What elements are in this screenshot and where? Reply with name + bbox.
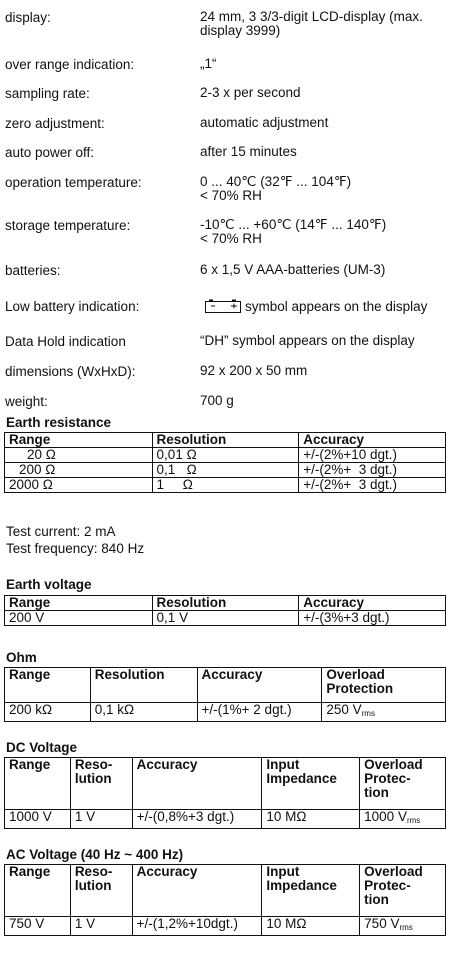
table-cell: 0,1 Ω xyxy=(152,463,299,478)
header-line: Input xyxy=(266,757,300,772)
spec-value: after 15 minutes xyxy=(200,144,297,159)
header-line: Overload xyxy=(364,757,423,772)
header-cell: Resolution xyxy=(152,433,299,448)
spec-label: sampling rate: xyxy=(5,86,90,101)
table-cell: 200 kΩ xyxy=(5,703,91,722)
table-cell: 750 V xyxy=(5,917,71,936)
header-cell: Accuracy xyxy=(132,865,262,917)
header-cell: Range xyxy=(5,596,153,611)
table-cell: 0,1 kΩ xyxy=(90,703,197,722)
spec-value: 6 x 1,5 V AAA-batteries (UM-3) xyxy=(200,262,386,277)
header-cell: Range xyxy=(5,433,153,448)
table-cell: +/-(2%+ 3 dgt.) xyxy=(299,478,446,493)
spec-value xyxy=(200,218,450,246)
header-cell: Range xyxy=(5,865,71,917)
spec-label: batteries: xyxy=(5,263,61,278)
spec-value xyxy=(205,299,451,316)
battery-icon xyxy=(205,299,241,316)
table-header-row xyxy=(5,433,446,448)
header-line: Protection xyxy=(326,681,394,696)
spec-label: Low battery indication: xyxy=(5,299,140,314)
header-line: Overload xyxy=(326,667,385,682)
spec-value-line: < 70% RH xyxy=(200,188,262,203)
test-current: Test current: 2 mA xyxy=(6,524,116,539)
table-cell: 200 V xyxy=(5,611,153,626)
earth-voltage-heading: Earth voltage xyxy=(6,577,92,592)
table-cell: 1 V xyxy=(70,917,132,936)
table-cell: +/-(2%+ 3 dgt.) xyxy=(299,463,446,478)
header-cell: Resolution xyxy=(152,596,299,611)
header-cell xyxy=(360,865,446,917)
header-line: Impedance xyxy=(266,771,337,786)
spec-value-text: symbol appears on the display xyxy=(245,299,428,314)
spec-value-line: < 70% RH xyxy=(200,231,262,246)
header-cell: Range xyxy=(5,758,71,810)
table-row xyxy=(5,703,446,722)
spec-value: 24 mm, 3 3/3-digit LCD-display (max. display 3999) xyxy=(200,9,423,38)
earth-resistance-heading: Earth resistance xyxy=(6,415,112,430)
rms-subscript: rms xyxy=(361,709,375,718)
table-cell: +/-(3%+3 dgt.) xyxy=(299,611,446,626)
header-cell: Accuracy xyxy=(299,596,446,611)
header-cell xyxy=(360,758,446,810)
spec-value: automatic adjustment xyxy=(200,115,329,130)
table-cell: 1 Ω xyxy=(152,478,299,493)
table-cell: 20 Ω xyxy=(5,448,153,463)
spec-value xyxy=(200,175,450,203)
spec-label: storage temperature: xyxy=(5,218,131,233)
header-cell xyxy=(322,668,446,703)
table-cell: 0,01 Ω xyxy=(152,448,299,463)
spec-label: over range indication: xyxy=(5,57,135,72)
table-cell xyxy=(360,810,446,829)
header-cell xyxy=(70,865,132,917)
header-cell: Accuracy xyxy=(132,758,262,810)
header-line: Reso- xyxy=(74,757,113,772)
table-header-row xyxy=(5,758,446,810)
header-line: Input xyxy=(266,864,300,879)
table-row xyxy=(5,917,446,936)
table-cell: 1 V xyxy=(70,810,132,829)
header-line: tion xyxy=(364,785,389,800)
ohm-heading: Ohm xyxy=(6,650,37,665)
earth-voltage-table xyxy=(4,595,446,626)
table-cell: +/-(1%+ 2 dgt.) xyxy=(197,703,322,722)
rms-subscript: rms xyxy=(399,923,413,932)
table-header-row xyxy=(5,596,446,611)
table-cell: 10 MΩ xyxy=(262,917,360,936)
spec-label: operation temperature: xyxy=(5,175,142,190)
table-cell xyxy=(322,703,446,722)
table-row xyxy=(5,448,446,463)
table-cell: +/-(1,2%+10dgt.) xyxy=(132,917,262,936)
header-cell: Accuracy xyxy=(299,433,446,448)
overload-value: 1000 V xyxy=(364,809,407,824)
header-line: Reso- xyxy=(74,864,113,879)
table-row xyxy=(5,611,446,626)
ac-voltage-heading: AC Voltage (40 Hz ~ 400 Hz) xyxy=(6,847,184,862)
header-cell: Range xyxy=(5,668,91,703)
spec-value: „1“ xyxy=(200,56,217,71)
spec-value: “DH” symbol appears on the display xyxy=(200,333,415,348)
header-cell xyxy=(262,758,360,810)
table-cell: 2000 Ω xyxy=(5,478,153,493)
earth-resistance-table xyxy=(4,432,446,493)
header-cell xyxy=(262,865,360,917)
spec-value-line: 0 ... 40℃ (32℉ ... 104℉) xyxy=(200,174,352,189)
table-cell: +/-(2%+10 dgt.) xyxy=(299,448,446,463)
table-row xyxy=(5,478,446,493)
overload-value: 250 V xyxy=(326,702,362,717)
ac-voltage-table xyxy=(4,864,446,936)
spec-value: 700 g xyxy=(200,393,234,408)
spec-label: display: xyxy=(5,10,51,25)
header-cell: Resolution xyxy=(90,668,197,703)
table-cell: 0,1 V xyxy=(152,611,299,626)
header-cell: Accuracy xyxy=(197,668,322,703)
spec-label: dimensions (WxHxD): xyxy=(5,364,136,379)
dc-voltage-heading: DC Voltage xyxy=(6,740,78,755)
ohm-table xyxy=(4,667,446,722)
table-header-row xyxy=(5,668,446,703)
test-frequency: Test frequency: 840 Hz xyxy=(6,541,145,556)
header-line: lution xyxy=(74,878,112,893)
header-line: tion xyxy=(364,892,389,907)
header-line: Protec- xyxy=(364,771,411,786)
rms-subscript: rms xyxy=(406,816,421,825)
table-cell: 10 MΩ xyxy=(262,810,360,829)
spec-value: 2-3 x per second xyxy=(200,85,301,100)
spec-label: auto power off: xyxy=(5,145,95,160)
table-cell: 1000 V xyxy=(5,810,71,829)
table-row xyxy=(5,810,446,829)
table-header-row xyxy=(5,865,446,917)
table-cell xyxy=(360,917,446,936)
spec-value: 92 x 200 x 50 mm xyxy=(200,363,308,378)
dc-voltage-table xyxy=(4,757,446,829)
header-cell xyxy=(70,758,132,810)
spec-value-line: -10℃ ... +60℃ (14℉ ... 140℉) xyxy=(200,217,387,232)
header-line: Impedance xyxy=(266,878,337,893)
table-cell: +/-(0,8%+3 dgt.) xyxy=(132,810,262,829)
spec-label: zero adjustment: xyxy=(5,116,105,131)
header-line: Overload xyxy=(364,864,423,879)
header-line: lution xyxy=(74,771,112,786)
table-cell: 200 Ω xyxy=(5,463,153,478)
header-line: Protec- xyxy=(364,878,411,893)
table-row xyxy=(5,463,446,478)
overload-value: 750 V xyxy=(364,916,400,931)
spec-label: Data Hold indication xyxy=(5,334,126,349)
spec-label: weight: xyxy=(5,394,48,409)
